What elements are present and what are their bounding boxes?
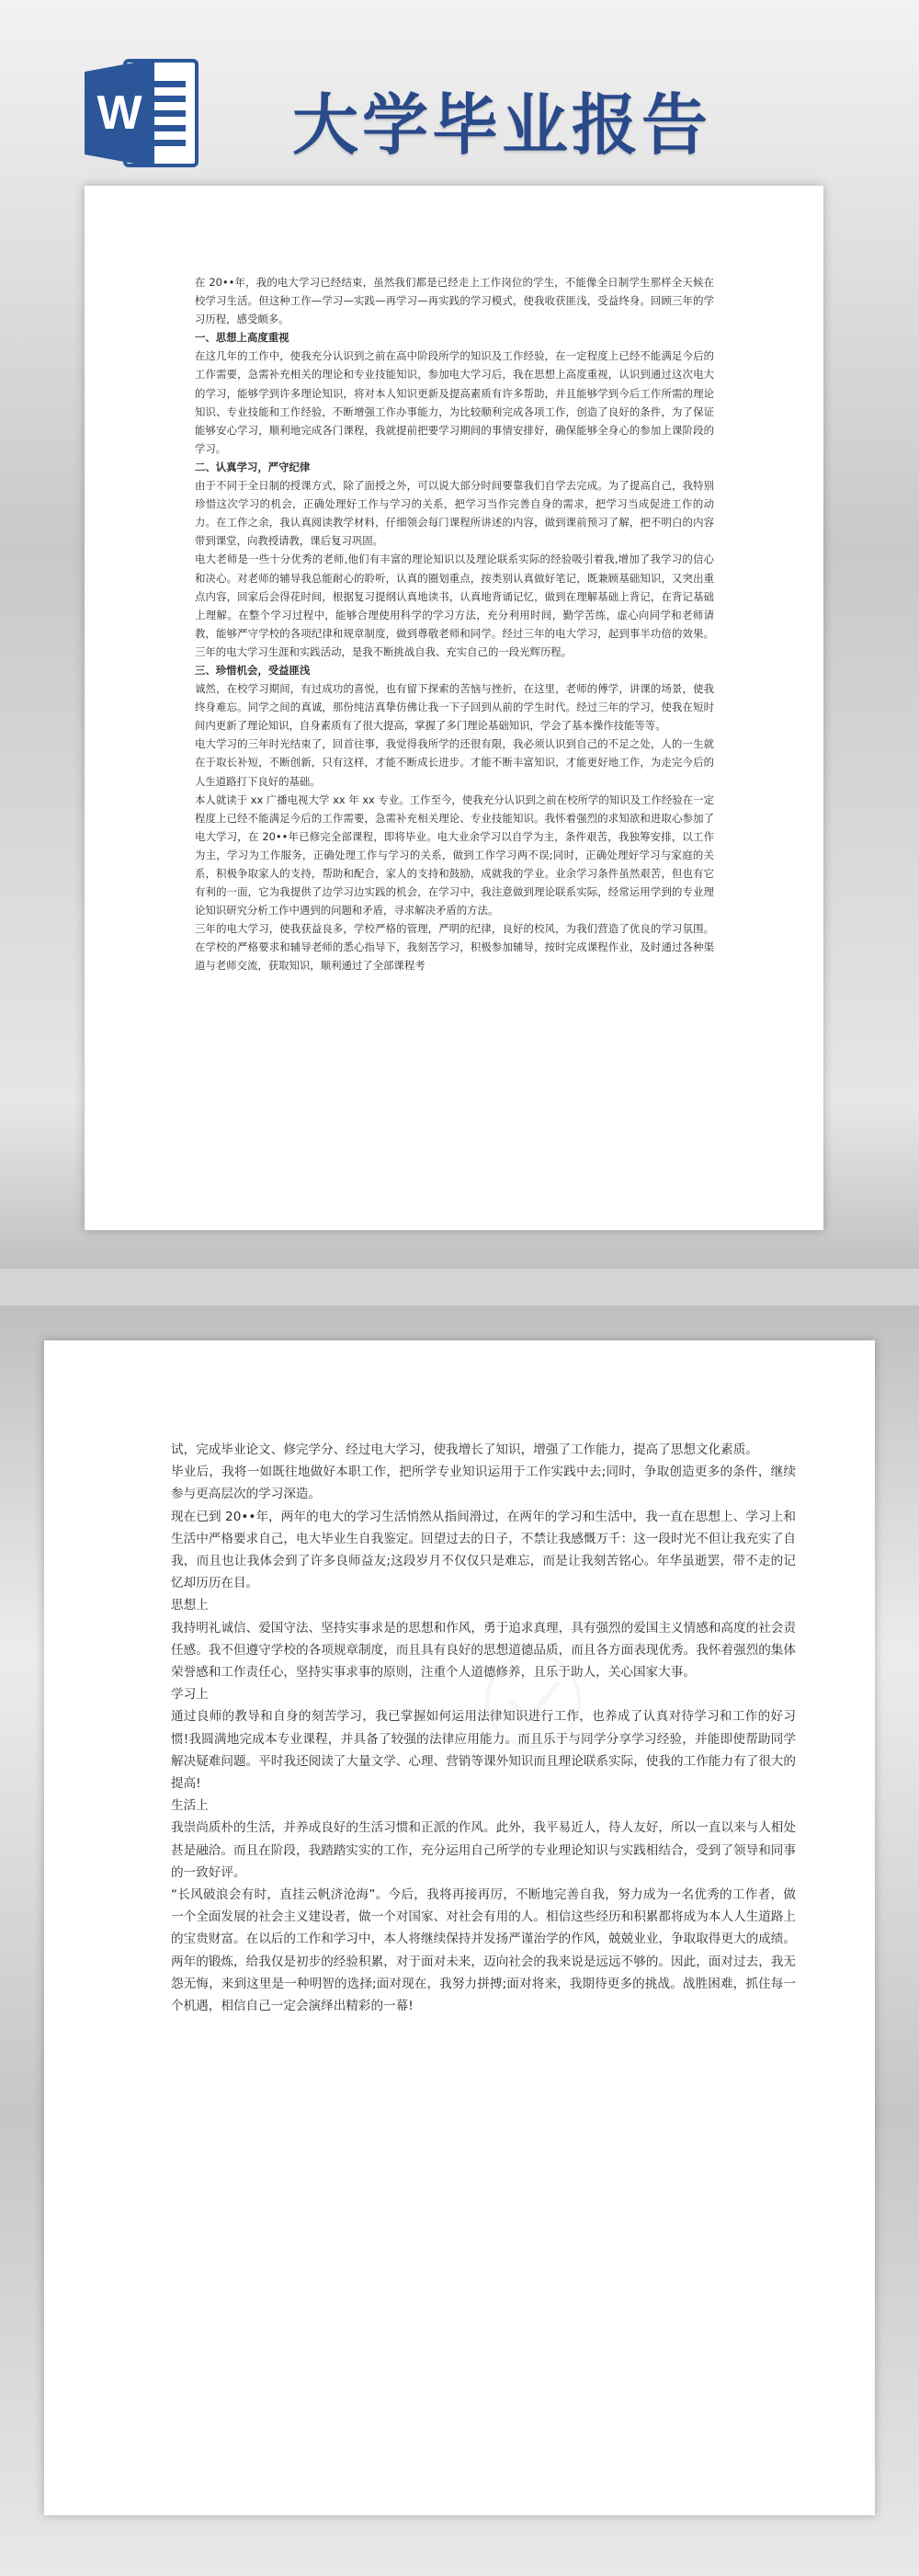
background-band xyxy=(0,1269,919,1305)
header xyxy=(0,0,919,184)
paragraph: 现在已到 20••年，两年的电大的学习生活悄然从指间滑过，在两年的学习和生活中，我一直在思想上、学习上和生活中严格要求自己，电大毕业生自我鉴定。回望过去的日子，不禁让我感慨万千：这一段时光不但让我充实了自我，而且也让我体会到了许多良师益友;这段岁月不仅仅只是难忘，而是让我刻苦铭心。年华虽逝罢，带不走的记忆却历历在目。 xyxy=(171,1509,796,1591)
section-heading: 一、思想上高度重视 xyxy=(195,331,289,345)
paragraph: 诚然，在校学习期间，有过成功的喜悦，也有留下探索的苦恼与挫折，在这里，老师的傅学，讲课的场景，使我终身难忘。同学之间的真诚，那份纯洁真挚仿佛让我一下子回到从前的学生时代。经过三年的学习，使我在短时间内更新了理论知识，自身素质有了很大提高，掌握了多门理论基础知识，学会了基本操作技能等等。 xyxy=(195,682,714,733)
watermark-icon xyxy=(478,1646,588,1756)
page-title: 大学毕业报告 xyxy=(292,86,712,164)
paragraph: 生活上 xyxy=(171,1798,209,1814)
paragraph: 电大学习的三年时光结束了，回首往事，我觉得我所学的还很有限，我必须认识到自己的不足之处，人的一生就在于取长补短，不断创新，只有这样，才能不断成长进步。才能不断丰富知识，才能更好地工作，为走完今后的人生道路打下良好的基础。 xyxy=(195,737,714,788)
paragraph: 通过良师的教导和自身的刻苦学习，我已掌握如何运用法律知识进行工作，也养成了认真对待学习和工作的好习惯!我圆满地完成本专业课程，并具备了较强的法律应用能力。而且乐于与同学分享学习经验，并能即使帮助同学解决疑难问题。平时我还阅读了大量文学、心理、营销等课外知识而且理论联系实际，使我的工作能力有了很大的提高! xyxy=(171,1709,796,1792)
paragraph: “长风破浪会有时，直挂云帆济沧海”。今后，我将再接再厉，不断地完善自我，努力成为一名优秀的工作者，做一个全面发展的社会主义建设者，做一个对国家、对社会有用的人。相信这些经历和积累都将成为本人人生道路上的宝贵财富。在以后的工作和学习中，本人将继续保持并发扬严谨治学的作风，兢兢业业，争取取得更大的成绩。两年的锻炼，给我仅是初步的经验积累，对于面对未来，迈向社会的我来说是远远不够的。因此，面对过去，我无怨无悔，来到这里是一种明智的选择;面对现在，我努力拼搏;面对将来，我期待更多的挑战。战胜困难，抓住每一个机遇，相信自己一定会演绎出精彩的一幕! xyxy=(171,1887,796,2014)
paragraph: 三年的电大学习，使我获益良多，学校严格的管理，严明的纪律，良好的校风，为我们营造了优良的学习氛围。在学校的严格要求和辅导老师的悉心指导下，我刻苦学习，积极参加辅导，按时完成课程作业，及时通过各种渠道与老师交流，获取知识，顺利通过了全部课程考 xyxy=(195,922,714,973)
word-document-icon xyxy=(81,55,200,171)
paragraph: 我持明礼诚信、爱国守法、坚持实事求是的思想和作风，勇于追求真理，具有强烈的爱国主义情感和高度的社会责任感。我不但遵守学校的各项规章制度，而且具有良好的思想道德品质，而且各方面表现优秀。我怀着强烈的集体荣誉感和工作责任心，坚持实事求事的原则，注重个人道德修养，且乐于助人，关心国家大事。 xyxy=(171,1620,796,1681)
word-icon-letter: W xyxy=(96,86,142,140)
page-1-content xyxy=(195,273,714,975)
paragraph: 学习上 xyxy=(171,1687,209,1703)
paragraph: 本人就读于 xx 广播电视大学 xx 年 xx 专业。工作至今，使我充分认识到之前在校所学的知识及工作经验在一定程度上已经不能满足今后的工作需要，急需补充相关理论、专业技能知识。我怀着强烈的求知欲和进取心参加了电大学习，在 20••年已修完全部课程，即将毕业。电大业余学习以自学为主，条件艰苦，我独筹安排，以工作为主，学习为工作服务，正确处理工作与学习的关系，做到工作学习两不误;同时，正确处理好学习与家庭的关系，积极争取家人的支持，帮助和配合，家人的支持和鼓励，成就我的学业。业余学习条件虽然艰苦，但也有它有利的一面，它为我提供了边学习边实践的机会，在学习中，我注意做到理论联系实际，经常运用学到的专业理论知识研究分析工作中遇到的问题和矛盾，寻求解决矛盾的方法。 xyxy=(195,792,714,918)
section-heading: 二、认真学习，严守纪律 xyxy=(195,460,311,473)
paragraph: 思想上 xyxy=(171,1598,209,1613)
paragraph: 由于不同于全日制的授课方式，除了面授之外，可以说大部分时间要靠我们自学去完成。为了提高自己，我特别珍惜这次学习的机会，正确处理好工作与学习的关系，把学习当作完善自身的需求，把学习当成促进工作的动力。在工作之余，我认真阅读教学材料，仔细领会每门课程所讲述的内容，做到课前预习了解，把不明白的内容带到课堂，向教授请教，课后复习巩固。 xyxy=(195,479,714,548)
document-page-2 xyxy=(44,1340,875,2515)
document-page-1 xyxy=(85,186,823,1230)
section-heading: 三、珍惜机会，受益匪浅 xyxy=(195,663,311,677)
paragraph: 电大老师是一些十分优秀的老师,他们有丰富的理论知识以及理论联系实际的经验吸引着我,增加了我学习的信心和决心。对老师的辅导我总能耐心的聆听，认真的圈划重点，按类别认真做好笔记，既兼顾基础知识，又突出重点内容，回家后会得花时间，根据复习提纲认真地读书，认真地背诵记忆，做到在理解基础上背记，在背记基础上理解。在整个学习过程中，能够合理使用科学的学习方法，充分利用时间，勤学苦练，虚心向同学和老师请教，能够严守学校的各项纪律和规章制度，做到尊敬老师和同学。经过三年的电大学习，起到事半功倍的效果。三年的电大学习生涯和实践活动，是我不断挑战自我、充实自己的一段光辉历程。 xyxy=(195,553,714,658)
paragraph: 毕业后，我将一如既往地做好本职工作，把所学专业知识运用于工作实践中去;同时，争取创造更多的条件，继续参与更高层次的学习深造。 xyxy=(171,1465,796,1502)
paragraph: 试，完成毕业论文、修完学分、经过电大学习，使我增长了知识，增强了工作能力，提高了思想文化素质。 xyxy=(171,1442,758,1457)
paragraph: 在 20••年，我的电大学习已经结束，虽然我们都是已经走上工作岗位的学生，不能像全日制学生那样全天候在校学习生活。但这种工作—学习—实践—再学习—再实践的学习模式，使我收获匪浅，受益终身。回顾三年的学习历程，感受颇多。 xyxy=(195,276,714,326)
paragraph: 在这几年的工作中，使我充分认识到之前在高中阶段所学的知识及工作经验，在一定程度上已经不能满足今后的工作需要，急需补充相关的理论和专业技能知识，参加电大学习后，我在思想上高度重视，认识到通过这次电大的学习，能够学到许多理论知识，将对本人知识更新及提高素质有许多帮助，并且能够学到今后工作所需的理论知识、专业技能和工作经验，不断增强工作办事能力，为比较顺利完成各项工作，创造了良好的条件，为了保证能够安心学习，顺利地完成各门课程，我就提前把要学习期间的事情安排好，确保能够全身心的参加上课阶段的学习。 xyxy=(195,349,714,455)
paragraph: 我崇尚质朴的生活，并养成良好的生活习惯和正派的作风。此外，我平易近人，待人友好，所以一直以来与人相处甚是融洽。而且在阶段，我踏踏实实的工作，充分运用自己所学的专业理论知识与实践相结合，受到了领导和同事的一致好评。 xyxy=(171,1820,796,1880)
